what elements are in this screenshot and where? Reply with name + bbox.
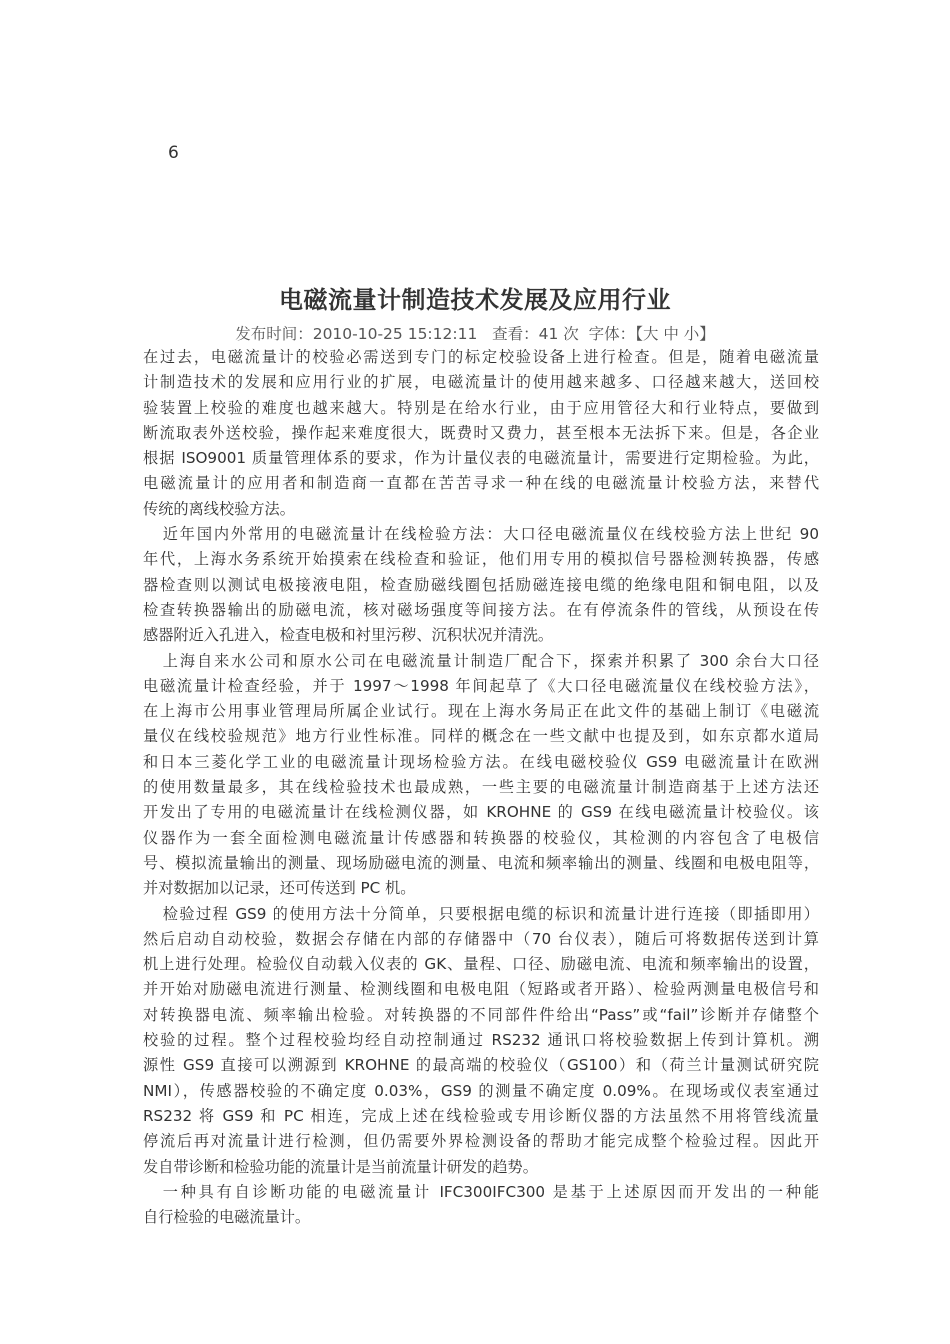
paragraph-line: 检验过程 GS9 的使用方法十分简单，只要根据电缆的标识和流量计进行连接（即插即用） xyxy=(162,904,819,923)
paragraph-line: RS232 将 GS9 和 PC 相连，完成上述在线检验或专用诊断仪器的方法虽然不用将管线流量 xyxy=(143,1106,819,1125)
paragraph-line: 年代，上海水务系统开始摸索在线检查和验证，他们用专用的模拟信号器检测转换器，传感 xyxy=(143,550,819,569)
paragraph-line: 源性 GS9 直接可以溯源到 KROHNE 的最高端的校验仪（GS100）和（荷兰计量测试研究院 xyxy=(143,1056,819,1075)
paragraph-line: 电磁流量计的应用者和制造商一直都在苦苦寻求一种在线的电磁流量计校验方法，来替代 xyxy=(143,474,819,493)
paragraph-line: 仪器作为一套全面检测电磁流量计传感器和转换器的校验仪，其检测的内容包含了电极信 xyxy=(143,828,819,847)
font-label: 字体： xyxy=(588,325,636,343)
article-paragraph xyxy=(143,1180,819,1231)
paragraph-line: 停流后再对流量计进行检测，但仍需要外界检测设备的帮助才能完成整个检验过程。因此开 xyxy=(143,1132,819,1151)
paragraph-line: 开发出了专用的电磁流量计在线检测仪器，如 KROHNE 的 GS9 在线电磁流量计校验仪。该 xyxy=(143,803,819,822)
publish-time: 2010-10-25 15:12:11 xyxy=(312,325,478,343)
paragraph-line: 感器附近入孔进入，检查电极和衬里污秽、沉积状况并清洗。 xyxy=(143,626,554,645)
article-paragraph xyxy=(143,902,819,1180)
paragraph-line: 电磁流量计检查经验，并于 1997～1998 年间起草了《大口径电磁流量仪在线校验方法》， xyxy=(143,676,819,695)
article-paragraph xyxy=(143,345,819,522)
paragraph-line: 近年国内外常用的电磁流量计在线检验方法：大口径电磁流量仪在线校验方法上世纪 90 xyxy=(162,525,819,544)
publish-label: 发布时间： xyxy=(235,325,313,343)
paragraph-line: 量仪在线校验规范》地方行业性标准。同样的概念在一些文献中也提及到，如东京都水道局 xyxy=(143,727,819,746)
paragraph-line: 计制造技术的发展和应用行业的扩展，电磁流量计的使用越来越多、口径越来越大，送回校 xyxy=(143,373,819,392)
article-body xyxy=(143,345,819,1230)
paragraph-line: 然后启动自动校验，数据会存储在内部的存储器中（70 台仪表），随后可将数据传送到计算 xyxy=(143,929,819,948)
views-unit: 次 xyxy=(563,325,579,343)
paragraph-line: 验装置上校验的难度也越来越大。特别是在给水行业，由于应用管径大和行业特点，要做到 xyxy=(143,398,819,417)
paragraph-line: 根据 ISO9001 质量管理体系的要求，作为计量仪表的电磁流量计，需要进行定期检验。为此， xyxy=(143,449,819,468)
paragraph-line: 机上进行处理。检验仪自动载入仪表的 GK、量程、口径、励磁电流、电流和频率输出的设置， xyxy=(143,955,819,974)
paragraph-line: 并开始对励磁电流进行测量、检测线圈和电极电阻（短路或者开路）、检验两测量电极信号和 xyxy=(143,980,819,999)
paragraph-line: 自行检验的电磁流量计。 xyxy=(143,1208,311,1227)
paragraph-line: 对转换器电流、频率输出检验。对转换器的不同部件件给出“Pass”或“fail”诊断并存储整个 xyxy=(143,1005,819,1024)
font-size-options[interactable]: 【大 中 小】 xyxy=(635,325,715,343)
article-paragraph xyxy=(143,649,819,902)
paragraph-line: 一种具有自诊断功能的电磁流量计 IFC300IFC300 是基于上述原因而开发出的一种能 xyxy=(162,1182,819,1201)
paragraph-line: 检查转换器输出的励磁电流，核对磁场强度等间接方法。在有停流条件的管线，从预设在传 xyxy=(143,600,819,619)
paragraph-line: 传统的离线校验方法。 xyxy=(143,499,295,518)
paragraph-line: 号、模拟流量输出的测量、现场励磁电流的测量、电流和频率输出的测量、线圈和电极电阻等， xyxy=(143,853,819,872)
paragraph-line: 断流取表外送校验，操作起来难度很大，既费时又费力，甚至根本无法拆下来。但是，各企业 xyxy=(143,423,819,442)
article-title: 电磁流量计制造技术发展及应用行业 xyxy=(279,286,671,314)
paragraph-line: 和日本三菱化学工业的电磁流量计现场检验方法。在线电磁校验仪 GS9 电磁流量计在欧洲 xyxy=(143,752,819,771)
paragraph-line: 器检查则以测试电极接液电阻，检查励磁线圈包括励磁连接电缆的绝缘电阻和铜电阻，以及 xyxy=(143,575,819,594)
paragraph-line: 并对数据加以记录，还可传送到 PC 机。 xyxy=(143,879,416,898)
paragraph-line: 校验的过程。整个过程校验均经自动控制通过 RS232 通讯口将校验数据上传到计算机。溯 xyxy=(143,1031,819,1050)
paragraph-line: 在过去，电磁流量计的校验必需送到专门的标定校验设备上进行检查。但是，随着电磁流量 xyxy=(143,348,819,366)
paragraph-line: NMI），传感器校验的不确定度 0.03%，GS9 的测量不确定度 0.09%。在现场或仪表室通过 xyxy=(143,1081,819,1100)
article-paragraph xyxy=(143,522,819,648)
views-label: 查看： xyxy=(492,325,539,343)
page-number: 6 xyxy=(168,143,179,163)
paragraph-line: 在上海市公用事业管理局所属企业试行。现在上海水务局正在此文件的基础上制订《电磁流 xyxy=(143,702,819,721)
paragraph-line: 上海自来水公司和原水公司在电磁流量计制造厂配合下，探索并积累了 300 余台大口径 xyxy=(162,651,819,670)
paragraph-line: 发自带诊断和检验功能的流量计是当前流量计研发的趋势。 xyxy=(143,1157,538,1176)
paragraph-line: 的使用数量最多，其在线检验技术也最成熟，一些主要的电磁流量计制造商基于上述方法还 xyxy=(143,778,819,797)
views-count: 41 xyxy=(538,325,559,343)
article-meta xyxy=(0,322,950,344)
